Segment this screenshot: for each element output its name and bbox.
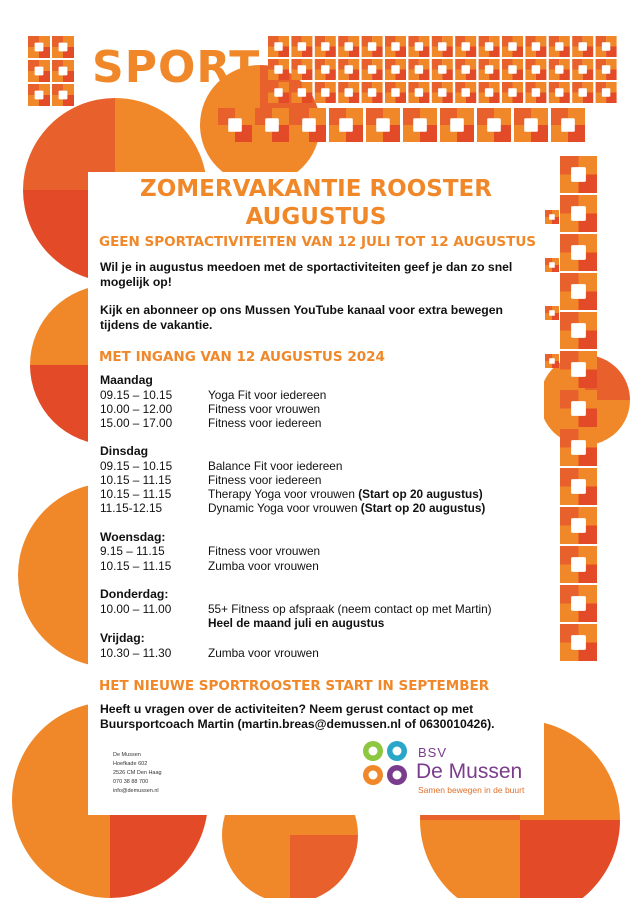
row-time: 15.00 – 17.00 — [100, 416, 173, 430]
tile-hole — [555, 88, 563, 96]
tile-hole — [462, 42, 470, 50]
pattern-tile — [525, 82, 546, 103]
notice-text: Wil je in augustus meedoen met de sportactiviteiten geef je dan zo snel mogelijk op! — [100, 260, 513, 289]
youtube-text: Kijk en abonneer op ons Mussen YouTube kanaal voor extra bewegen tijdens de vakantie. — [100, 303, 503, 332]
row-time: 10.15 – 11.15 — [100, 487, 172, 501]
address-line: Hoefkade 602 — [113, 761, 148, 767]
row-time: 10.30 – 11.30 — [100, 646, 172, 660]
tile-hole — [532, 88, 540, 96]
tile-hole — [571, 518, 586, 533]
row-activity: Zumba voor vrouwen — [208, 559, 319, 573]
tile-hole — [368, 42, 376, 50]
tile-hole — [35, 43, 44, 52]
tile-hole — [450, 118, 464, 132]
address-line: 070 38 88 700 — [113, 779, 149, 785]
pattern-tile — [525, 36, 546, 57]
schedule-row — [100, 501, 540, 516]
pattern-tile — [362, 36, 383, 57]
row-activity: Zumba voor vrouwen — [208, 646, 319, 660]
pattern-tile — [560, 624, 597, 661]
circle-quadrant — [420, 820, 520, 898]
pattern-tile — [525, 59, 546, 80]
tile-hole — [561, 118, 575, 132]
footer-heading: HET NIEUWE SPORTROOSTER START IN SEPTEMBER — [99, 678, 490, 694]
pattern-tile — [28, 84, 50, 106]
tile-hole — [35, 91, 44, 100]
pattern-tile — [549, 36, 570, 57]
schedule-row — [100, 646, 540, 661]
pattern-tile — [362, 82, 383, 103]
pattern-tile — [560, 156, 597, 193]
pattern-tile — [545, 258, 559, 272]
schedule-row — [100, 459, 540, 474]
tile-hole — [508, 88, 516, 96]
row-time: 10.00 – 12.00 — [100, 402, 173, 416]
tile-hole — [532, 65, 540, 73]
tile-hole — [524, 118, 538, 132]
card-title-line2: AUGUSTUS — [245, 204, 387, 230]
pattern-tile — [455, 82, 476, 103]
row-note: (Start op 20 augustus) — [360, 501, 486, 515]
pattern-tile — [338, 59, 359, 80]
schedule-card — [88, 172, 544, 815]
pattern-tile — [315, 59, 336, 80]
day-tuesday: Dinsdag — [100, 444, 149, 458]
tile-hole — [368, 65, 376, 73]
row-time: 9.15 – 11.15 — [100, 544, 165, 558]
pattern-tile — [329, 108, 363, 142]
tile-hole — [59, 43, 68, 52]
schedule-row — [100, 602, 540, 617]
pattern-tile — [596, 36, 617, 57]
pattern-tile — [432, 36, 453, 57]
tile-hole — [345, 65, 353, 73]
logo-abbr: BSV — [418, 745, 448, 760]
circle-quadrant — [520, 820, 620, 898]
row-activity: Therapy Yoga voor vrouwen — [208, 487, 359, 501]
pattern-tile — [315, 82, 336, 103]
pattern-tile — [52, 60, 74, 82]
schedule-row — [100, 487, 540, 502]
row-note: (Start op 20 augustus) — [358, 487, 483, 501]
tile-hole — [508, 42, 516, 50]
pattern-tile — [291, 59, 312, 80]
tile-hole — [391, 88, 399, 96]
row-time: 10.15 – 11.15 — [100, 473, 172, 487]
tile-hole — [59, 67, 68, 76]
pattern-tile — [549, 82, 570, 103]
thursday-extra-note: Heel de maand juli en augustus — [208, 616, 385, 630]
pattern-tile — [28, 36, 50, 58]
tile-hole — [485, 88, 493, 96]
schedule-row — [100, 416, 540, 431]
tile-hole — [274, 88, 282, 96]
tile-hole — [579, 42, 587, 50]
tile-hole — [571, 635, 586, 650]
row-time: 10.00 – 11.00 — [100, 602, 172, 616]
tile-hole — [508, 65, 516, 73]
tile-hole — [391, 42, 399, 50]
pattern-tile — [268, 36, 289, 57]
pattern-tile — [560, 234, 597, 271]
row-time: 09.15 – 10.15 — [100, 459, 173, 473]
tile-hole — [571, 245, 586, 260]
pattern-tile — [572, 82, 593, 103]
tile-hole — [487, 118, 501, 132]
tile-hole — [571, 401, 586, 416]
row-time: 09.15 – 10.15 — [100, 388, 173, 402]
pattern-tile — [255, 108, 289, 142]
tile-hole — [302, 118, 316, 132]
pattern-tile — [545, 354, 559, 368]
schedule-row — [100, 402, 540, 417]
pattern-tile — [560, 273, 597, 310]
pattern-tile — [403, 108, 437, 142]
pattern-tile — [560, 351, 597, 388]
tile-hole — [321, 42, 329, 50]
pattern-tile — [502, 59, 523, 80]
pattern-tile — [455, 59, 476, 80]
row-activity: Yoga Fit voor iedereen — [208, 388, 327, 402]
tile-hole — [579, 88, 587, 96]
tile-hole — [391, 65, 399, 73]
pattern-tile — [291, 36, 312, 57]
row-time: 11.15-12.15 — [100, 501, 163, 515]
tile-hole — [571, 440, 586, 455]
tile-hole — [571, 206, 586, 221]
tile-hole — [571, 167, 586, 182]
pattern-tile — [545, 306, 559, 320]
tile-hole — [602, 65, 610, 73]
tile-hole — [549, 214, 555, 220]
logo-name: De Mussen — [416, 760, 523, 783]
tile-hole — [532, 42, 540, 50]
tile-hole — [321, 65, 329, 73]
address-line: 2526 CM Den Haag — [113, 770, 162, 776]
circle-quadrant — [290, 835, 358, 898]
sport-title: SPORT — [92, 42, 261, 93]
row-activity: Fitness voor vrouwen — [208, 544, 321, 558]
row-activity: Fitness voor iedereen — [208, 416, 322, 430]
day-wednesday: Woensdag: — [100, 530, 166, 544]
schedule-heading: MET INGANG VAN 12 AUGUSTUS 2024 — [99, 349, 385, 365]
tile-hole — [376, 118, 390, 132]
pattern-tile — [560, 312, 597, 349]
tile-hole — [438, 88, 446, 96]
row-time: 10.15 – 11.15 — [100, 559, 172, 573]
tile-hole — [462, 65, 470, 73]
pattern-tile — [432, 59, 453, 80]
pattern-tile — [432, 82, 453, 103]
tile-hole — [415, 65, 423, 73]
pattern-tile — [28, 60, 50, 82]
pattern-tile — [560, 507, 597, 544]
pattern-tile — [338, 36, 359, 57]
row-activity: Fitness voor iedereen — [208, 473, 322, 487]
tile-hole — [571, 479, 586, 494]
pattern-tile — [596, 82, 617, 103]
pattern-tile — [502, 36, 523, 57]
pattern-tile — [479, 59, 500, 80]
pattern-tile — [596, 59, 617, 80]
pattern-tile — [477, 108, 511, 142]
tile-hole — [413, 118, 427, 132]
pattern-tile — [479, 82, 500, 103]
pattern-tile — [560, 390, 597, 427]
tile-hole — [485, 65, 493, 73]
tile-hole — [571, 284, 586, 299]
pattern-tile — [338, 82, 359, 103]
tile-hole — [438, 42, 446, 50]
pattern-tile — [560, 546, 597, 583]
tile-hole — [462, 88, 470, 96]
tile-hole — [571, 323, 586, 338]
tile-hole — [602, 42, 610, 50]
contact-text: Heeft u vragen over de activiteiten? Neem gerust contact op met Buursportcoach Martin (martin.breas@demussen.nl of 0630010426). — [100, 702, 495, 731]
schedule-row — [100, 559, 540, 574]
tile-hole — [571, 596, 586, 611]
tile-hole — [579, 65, 587, 73]
tile-hole — [35, 67, 44, 76]
row-activity: Fitness voor vrouwen — [208, 402, 321, 416]
tile-hole — [571, 362, 586, 377]
logo-mark-icon — [360, 738, 410, 788]
tile-hole — [339, 118, 353, 132]
pattern-tile — [502, 82, 523, 103]
tile-hole — [555, 42, 563, 50]
pattern-tile — [292, 108, 326, 142]
tile-hole — [368, 88, 376, 96]
row-activity: 55+ Fitness op afspraak (neem contact op met Martin) — [208, 602, 492, 616]
tile-hole — [59, 91, 68, 100]
tile-hole — [298, 88, 306, 96]
pattern-tile — [408, 82, 429, 103]
notice-heading: GEEN SPORTACTIVITEITEN VAN 12 JULI TOT 12 AUGUSTUS — [99, 234, 537, 250]
pattern-tile — [514, 108, 548, 142]
address-block — [113, 751, 162, 796]
pattern-tile — [385, 59, 406, 80]
tile-hole — [274, 65, 282, 73]
pattern-tile — [549, 59, 570, 80]
pattern-tile — [560, 195, 597, 232]
pattern-tile — [268, 59, 289, 80]
tile-hole — [549, 310, 555, 316]
pattern-tile — [408, 36, 429, 57]
tile-hole — [549, 262, 555, 268]
pattern-tile — [572, 59, 593, 80]
pattern-tile — [479, 36, 500, 57]
logo-tagline: Samen bewegen in de buurt — [418, 785, 525, 795]
pattern-tile — [385, 36, 406, 57]
pattern-tile — [560, 468, 597, 505]
pattern-tile — [315, 36, 336, 57]
pattern-tile — [455, 36, 476, 57]
pattern-tile — [291, 82, 312, 103]
bsv-logo — [360, 736, 540, 800]
row-activity: Dynamic Yoga voor vrouwen — [208, 501, 361, 515]
address-line: De Mussen — [113, 752, 141, 758]
pattern-tile — [560, 585, 597, 622]
circle-quadrant — [222, 835, 290, 898]
pattern-tile — [218, 108, 252, 142]
tile-hole — [555, 65, 563, 73]
tile-hole — [321, 88, 329, 96]
tile-hole — [571, 557, 586, 572]
pattern-tile — [440, 108, 474, 142]
day-friday: Vrijdag: — [100, 631, 145, 645]
pattern-tile — [551, 108, 585, 142]
address-line: info@demussen.nl — [113, 788, 159, 794]
tile-hole — [298, 42, 306, 50]
tile-hole — [274, 42, 282, 50]
tile-hole — [265, 118, 279, 132]
tile-hole — [602, 88, 610, 96]
tile-hole — [549, 358, 555, 364]
pattern-tile — [385, 82, 406, 103]
tile-hole — [228, 118, 242, 132]
day-monday: Maandag — [100, 373, 153, 387]
schedule-row — [100, 388, 540, 403]
row-activity: Balance Fit voor iedereen — [208, 459, 343, 473]
schedule-row — [100, 473, 540, 488]
pattern-tile — [560, 429, 597, 466]
schedule-row — [100, 544, 540, 559]
pattern-tile — [408, 59, 429, 80]
tile-hole — [345, 42, 353, 50]
pattern-tile — [366, 108, 400, 142]
tile-hole — [298, 65, 306, 73]
pattern-tile — [268, 82, 289, 103]
tile-hole — [415, 88, 423, 96]
tile-hole — [345, 88, 353, 96]
card-title-line1: ZOMERVAKANTIE ROOSTER — [140, 176, 492, 202]
pattern-tile — [52, 84, 74, 106]
tile-hole — [415, 42, 423, 50]
pattern-tile — [362, 59, 383, 80]
tile-hole — [438, 65, 446, 73]
pattern-tile — [545, 210, 559, 224]
pattern-tile — [52, 36, 74, 58]
pattern-tile — [572, 36, 593, 57]
tile-hole — [485, 42, 493, 50]
day-thursday: Donderdag: — [100, 587, 169, 601]
